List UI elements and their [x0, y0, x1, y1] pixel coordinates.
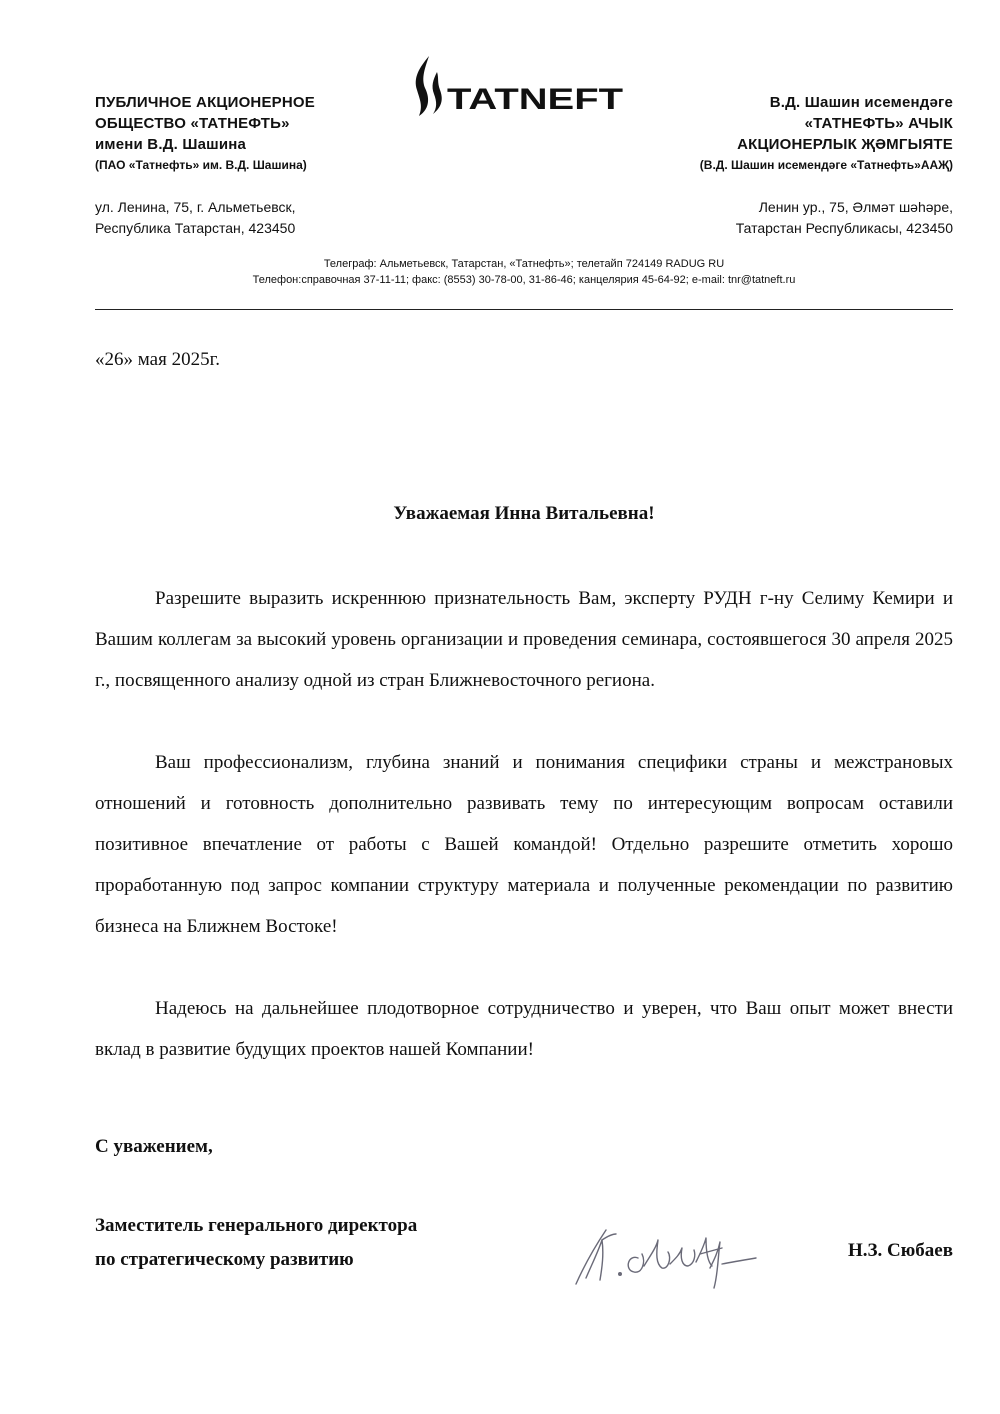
paragraph-1: [95, 578, 953, 701]
company-name-russian: [95, 92, 415, 175]
address-line2: Республика Татарстан, 423450: [95, 220, 296, 236]
company-short-name-tatar: (В.Д. Шашин исемендәге «Татнефть»ААҖ): [699, 158, 953, 172]
contacts-telegraph: Телеграф: Альметьевск, Татарстан, «Татнефть»; телетайп 724149 RADUG RU: [323, 258, 725, 270]
paragraph-1-text: Разрешите выразить искреннюю признательность Вам, эксперту РУДН г-ну Селиму Кемири и Вашим коллегам за высокий уровень организации и проведения семинара, состоявшегося 30 апреля 2025 г., посвященного анализу одной из стран Ближневосточного региона.: [95, 588, 953, 691]
company-name-tatar: [593, 92, 953, 175]
paragraph-3: [95, 988, 953, 1070]
contacts-phone-email: Телефон:справочная 37-11-11; факс: (8553) 30-78-00, 31-86-46; канцелярия 45-64-92; e-mail: tnr@tatneft.ru: [252, 274, 796, 286]
address-tatar-line2: Татарстан Республикасы, 423450: [735, 220, 953, 236]
paragraph-2-text: Ваш профессионализм, глубина знаний и понимания специфики страны и межстрановых отношений и готовность дополнительно развивать тему по интересующим вопросам оставили позитивное впечатление от работы с Вашей командой! Отдельно разрешите отметить хорошо проработанную под запрос компании структуру материала и полученные рекомендации по развитию бизнеса на Ближнем Востоке!: [95, 752, 953, 937]
signer-position: [95, 1209, 417, 1277]
address-russian: [95, 197, 296, 239]
company-short-name: (ПАО «Татнефть» им. В.Д. Шашина): [95, 158, 307, 172]
signer-position-line2: по стратегическому развитию: [95, 1249, 354, 1270]
paragraph-3-text: Надеюсь на дальнейшее плодотворное сотрудничество и уверен, что Ваш опыт может внести вклад в развитие будущих проектов нашей Компании!: [95, 998, 953, 1060]
company-name-tatar-line2: «ТАТНЕФТЬ» АЧЫК: [804, 115, 953, 132]
company-name-line3: имени В.Д. Шашина: [95, 136, 247, 153]
signer-name: Н.З. Сюбаев: [848, 1240, 953, 1261]
company-name-tatar-line3: АКЦИОНЕРЛЫК ҖӘМГЫЯТЕ: [737, 136, 953, 153]
company-name-line1: ПУБЛИЧНОЕ АКЦИОНЕРНОЕ: [95, 94, 315, 111]
closing: С уважением,: [95, 1136, 213, 1157]
company-name-tatar-line1: В.Д. Шашин исемендәге: [769, 94, 953, 111]
letter-date: «26» мая 2025г.: [95, 349, 220, 370]
handwritten-signature: [572, 1218, 762, 1290]
paragraph-2: [95, 742, 953, 947]
logo-wordmark: TATNEFT: [447, 83, 623, 116]
company-name-line2: ОБЩЕСТВО «ТАТНЕФТЬ»: [95, 115, 290, 132]
salutation: Уважаемая Инна Витальевна!: [393, 503, 655, 524]
header-divider: [95, 309, 953, 310]
address-tatar-line1: Ленин ур., 75, Әлмәт шәһәре,: [758, 199, 953, 215]
address-line1: ул. Ленина, 75, г. Альметьевск,: [95, 199, 296, 215]
signer-position-line1: Заместитель генерального директора: [95, 1215, 418, 1236]
address-tatar: [736, 197, 953, 239]
